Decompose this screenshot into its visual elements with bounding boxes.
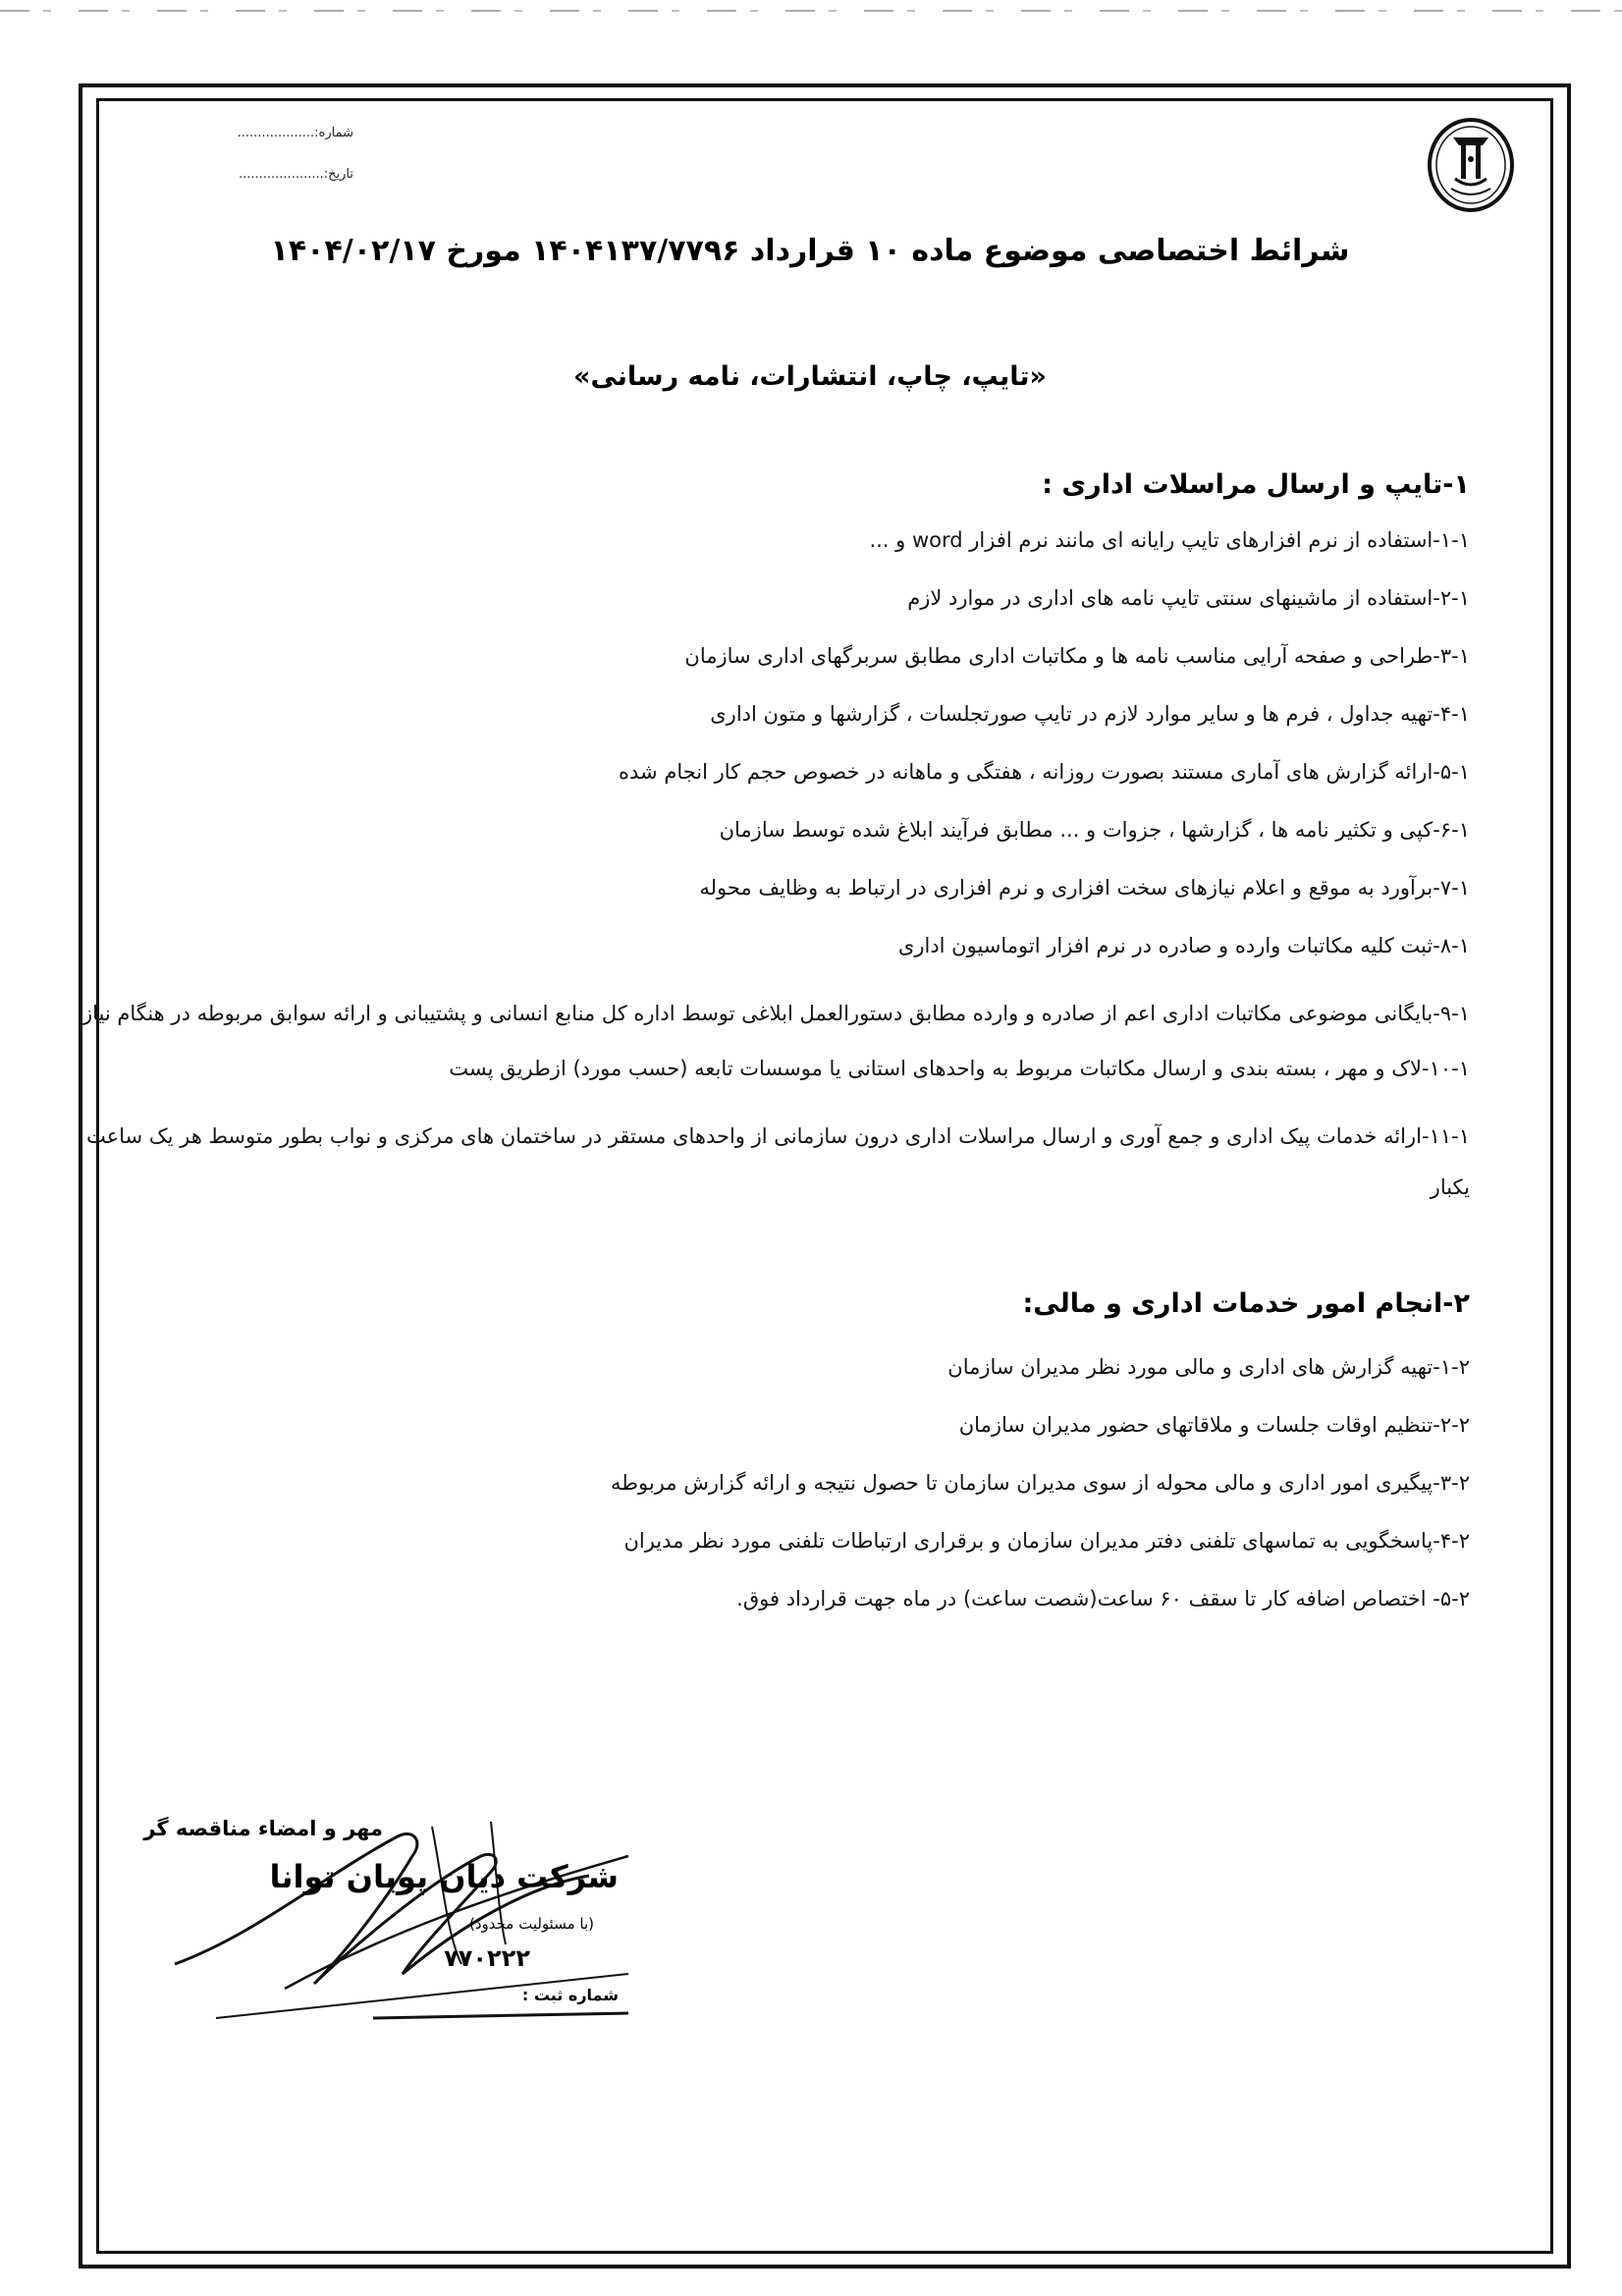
stamp-label: مهر و امضاء مناقصه گر bbox=[143, 1817, 383, 1840]
list-item: ۹-۱-بایگانی موضوعی مکاتبات اداری اعم از صادره و وارده مطابق دستورالعمل ابلاغی توسط اداره کل منابع انسانی و پشتیبانی و ارائه سوابق مربوطه در هنگام نیاز bbox=[81, 1002, 1470, 1025]
document-title: شرائط اختصاصی موضوع ماده ۱۰ قرارداد ۱۴۰۴۱۳۷/۷۷۹۶ مورخ ۱۴۰۴/۰۲/۱۷ bbox=[270, 234, 1350, 268]
stamp-registration-number: ۷۷۰۲۲۲ bbox=[444, 1944, 530, 1972]
document-subtitle: «تایپ، چاپ، انتشارات، نامه رسانی» bbox=[573, 361, 1047, 392]
list-item: ۱۱-۱-ارائه خدمات پیک اداری و جمع آوری و ارسال مراسلات اداری درون سازمانی از واحدهای مستقر در ساختمان های مرکزی و نواب بطور متوسط هر یک ساعت یکبار bbox=[85, 1124, 1470, 1199]
list-item: ۲-۲-تنظیم اوقات جلسات و ملاقاتهای حضور مدیران سازمان bbox=[958, 1413, 1470, 1437]
section-2-heading: ۲-انجام امور خدمات اداری و مالی: bbox=[1022, 1288, 1470, 1319]
list-item: ۳-۲-پیگیری امور اداری و مالی محوله از سوی مدیران سازمان تا حصول نتیجه و ارائه گزارش مربوطه bbox=[611, 1471, 1470, 1495]
list-item: ۷-۱-برآورد به موقع و اعلام نیازهای سخت افزاری و نرم افزاری در ارتباط به وظایف محوله bbox=[699, 876, 1470, 900]
list-item: ۲-۱-استفاده از ماشینهای سنتی تایپ نامه های اداری در موارد لازم bbox=[907, 586, 1470, 610]
list-item: ۵-۱-ارائه گزارش های آماری مستند بصورت روزانه ، هفتگی و ماهانه در خصوص حجم کار انجام شده bbox=[619, 760, 1470, 784]
company-stamp bbox=[143, 1817, 677, 2043]
list-item: ۱-۱-استفاده از نرم افزارهای تایپ رایانه ای مانند نرم افزار word و ... bbox=[869, 528, 1470, 552]
section-2-list bbox=[76, 1351, 1470, 1641]
list-item: ۳-۱-طراحی و صفحه آرایی مناسب نامه ها و مکاتبات اداری مطابق سربرگهای اداری سازمان bbox=[684, 644, 1470, 668]
list-item: ۱۰-۱-لاک و مهر ، بسته بندی و ارسال مکاتبات مربوط به واحدهای استانی یا موسسات تابعه (حسب مورد) ازطریق پست bbox=[449, 1057, 1470, 1080]
stamp-registration-label: شماره ثبت : bbox=[521, 1986, 619, 2004]
section-1-list bbox=[76, 524, 1470, 1221]
list-item: ۴-۲-پاسخگویی به تماسهای تلفنی دفتر مدیران سازمان و برقراری ارتباطات تلفنی مورد نظر مدیران bbox=[623, 1529, 1470, 1553]
list-item: ۶-۱-کپی و تکثیر نامه ها ، گزارشها ، جزوات و ... مطابق فرآیند ابلاغ شده توسط سازمان bbox=[719, 818, 1470, 842]
list-item: ۴-۱-تهیه جداول ، فرم ها و سایر موارد لازم در تایپ صورتجلسات ، گزارشها و متون اداری bbox=[710, 702, 1470, 726]
list-item: ۸-۱-ثبت کلیه مکاتبات وارده و صادره در نرم افزار اتوماسیون اداری bbox=[897, 934, 1470, 957]
organization-logo-icon bbox=[1426, 116, 1516, 214]
list-item: ۱-۲-تهیه گزارش های اداری و مالی مورد نظر مدیران سازمان bbox=[947, 1355, 1470, 1379]
number-field-label: شماره:................... bbox=[237, 126, 353, 140]
stamp-liability: (با مسئولیت محدود) bbox=[468, 1915, 594, 1933]
scan-edge-artifact bbox=[0, 10, 1622, 12]
date-field-label: تاریخ:..................... bbox=[238, 167, 353, 182]
stamp-company-name: شرکت دیان پویان توانا bbox=[269, 1858, 619, 1895]
signature-icon bbox=[167, 1817, 677, 2043]
list-item: ۵-۲- اختصاص اضافه کار تا سقف ۶۰ ساعت(شصت ساعت) در ماه جهت قرارداد فوق. bbox=[736, 1587, 1470, 1611]
section-1-heading: ۱-تایپ و ارسال مراسلات اداری : bbox=[1042, 469, 1470, 500]
